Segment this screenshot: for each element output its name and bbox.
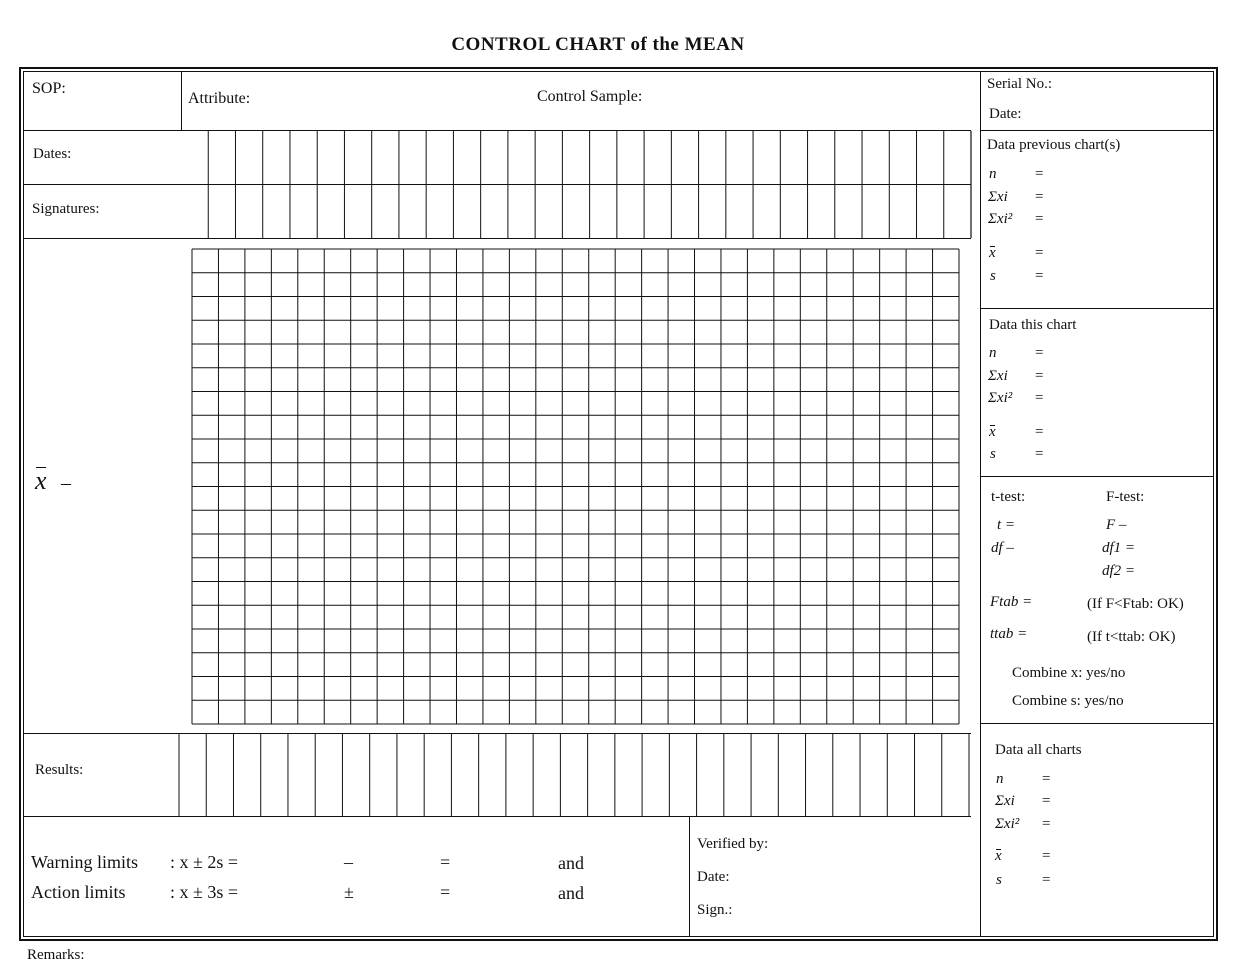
all-charts-heading: Data all charts	[995, 742, 1082, 758]
this-sumx2-eq: =	[1035, 390, 1044, 406]
serial-number-label: Serial No.:	[987, 76, 1052, 92]
all-s-label: s	[996, 872, 1002, 888]
warning-minus: –	[344, 852, 353, 872]
t-value-label: t =	[997, 517, 1016, 533]
sop-label: SOP:	[32, 80, 66, 97]
verified-by-label: Verified by:	[697, 836, 769, 852]
t-rule-label: (If t<ttab: OK)	[1087, 629, 1176, 645]
action-plus-minus: ±	[344, 882, 354, 902]
df1-label: df1 =	[1102, 540, 1136, 556]
this-s-eq: =	[1035, 446, 1044, 462]
all-n-eq: =	[1042, 771, 1051, 787]
attribute-label: Attribute:	[188, 90, 251, 107]
prev-sumx-eq: =	[1035, 189, 1044, 205]
warning-limits-label: Warning limits	[31, 852, 139, 872]
verify-sign-label: Sign.:	[697, 902, 733, 918]
this-n-label: n	[989, 345, 997, 361]
prev-sumx-label: Σxi	[988, 189, 1008, 205]
verify-date-label: Date:	[697, 869, 730, 885]
warning-equals: =	[440, 852, 451, 872]
this-chart-heading: Data this chart	[989, 317, 1077, 333]
df-label: df –	[991, 540, 1014, 556]
t-test-heading: t-test:	[991, 489, 1026, 505]
f-tab-label: Ftab =	[990, 594, 1033, 610]
signatures-label: Signatures:	[32, 201, 100, 217]
this-mean-eq: =	[1035, 424, 1044, 440]
this-sumx-label: Σxi	[988, 368, 1008, 384]
action-and: and	[558, 883, 584, 903]
all-sumx-eq: =	[1042, 793, 1051, 809]
all-mean-label: x	[995, 848, 1002, 864]
this-n-eq: =	[1035, 345, 1044, 361]
t-tab-label: ttab =	[990, 626, 1028, 642]
all-mean-eq: =	[1042, 848, 1051, 864]
remarks-label: Remarks:	[27, 947, 85, 963]
f-rule-label: (If F<Ftab: OK)	[1087, 596, 1184, 612]
warning-limits-formula: : x ± 2s =	[170, 852, 239, 872]
f-test-heading: F-test:	[1106, 489, 1145, 505]
prev-sumx2-eq: =	[1035, 211, 1044, 227]
all-sumx2-label: Σxi²	[995, 816, 1020, 832]
previous-heading: Data previous chart(s)	[987, 137, 1121, 153]
serial-date-label: Date:	[989, 106, 1022, 122]
all-s-eq: =	[1042, 872, 1051, 888]
chart-y-label-dash: –	[61, 472, 72, 494]
prev-n-eq: =	[1035, 166, 1044, 182]
form-title: CONTROL CHART of the MEAN	[451, 34, 745, 55]
all-sumx-label: Σxi	[995, 793, 1015, 809]
control-sample-label: Control Sample:	[537, 88, 643, 105]
action-limits-label: Action limits	[31, 882, 126, 902]
f-value-label: F –	[1106, 517, 1127, 533]
prev-s-label: s	[990, 268, 996, 284]
all-sumx2-eq: =	[1042, 816, 1051, 832]
this-sumx-eq: =	[1035, 368, 1044, 384]
this-sumx2-label: Σxi²	[988, 390, 1013, 406]
action-equals: =	[440, 882, 451, 902]
prev-mean-eq: =	[1035, 245, 1044, 261]
combine-s-label: Combine s: yes/no	[1012, 693, 1124, 709]
all-n-label: n	[996, 771, 1004, 787]
warning-and: and	[558, 853, 584, 873]
mean-symbol: x	[35, 466, 47, 495]
dates-label: Dates:	[33, 146, 72, 162]
prev-s-eq: =	[1035, 268, 1044, 284]
df2-label: df2 =	[1102, 563, 1136, 579]
prev-n-label: n	[989, 166, 997, 182]
this-s-label: s	[990, 446, 996, 462]
combine-mean-label: Combine x: yes/no	[1012, 665, 1126, 681]
chart-y-label	[35, 466, 71, 496]
prev-sumx2-label: Σxi²	[988, 211, 1013, 227]
prev-mean-label: x	[989, 245, 996, 261]
action-limits-formula: : x ± 3s =	[170, 882, 239, 902]
results-label: Results:	[35, 762, 84, 778]
this-mean-label: x	[989, 424, 996, 440]
